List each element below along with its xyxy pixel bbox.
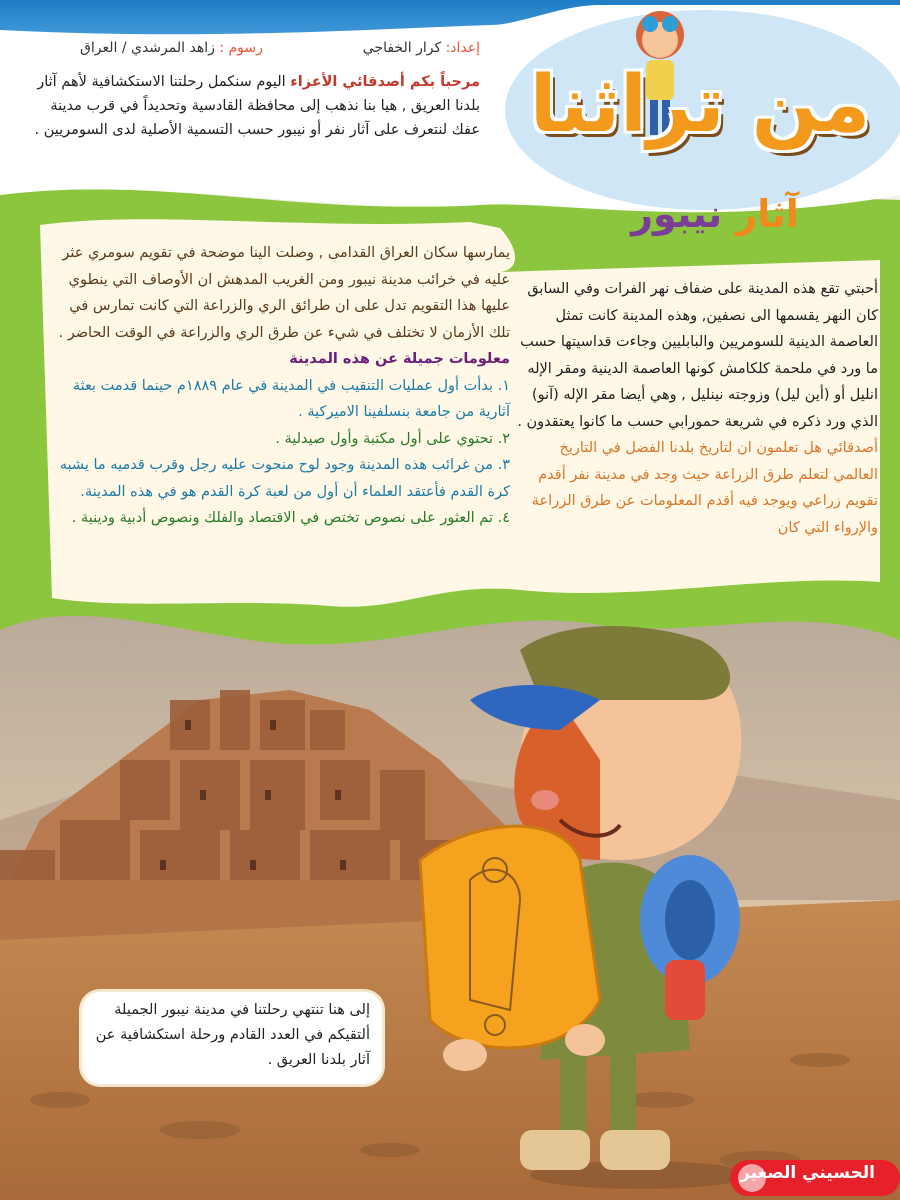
closing-speech-bubble <box>82 992 382 1084</box>
drawings-by <box>80 40 263 56</box>
page-title <box>560 192 870 236</box>
fact-item: ٣. من غرائب هذه المدينة وجود لوح منحوت عليه رجل وقرب قدميه ما يشبه كرة القدم فأعتقد العلماء أن أول من لعبة كرة القدم هو في هذه المدينة. <box>59 457 510 500</box>
fact-item: ٢. تحتوي على أول مكتبة وأول صيدلية . <box>275 430 510 447</box>
intro-paragraph <box>30 70 480 142</box>
prepared-name: كرار الخفاجي <box>362 40 442 56</box>
fact-item: ١. بدأت أول عمليات التنقيب في المدينة في عام ١٨٨٩م حينما قدمت بعثة آثارية من جامعة بنسلفينا الاميركية . <box>72 377 510 420</box>
intro-text: اليوم سنكمل رحلتنا الاستكشافية لأهم آثار بلدنا العريق , هيا بنا نذهب إلى محافظة القادسية وتحديداً في قرب مدينة عفك لنتعرف على آثار نفر أو نيبور حسب التسمية الأصلية لدى السومريين . <box>34 74 480 138</box>
left-column <box>55 240 510 532</box>
right-paragraph-1: أحبتي تقع هذه المدينة على ضفاف نهر الفرات وفي السابق كان النهر يقسمها الى نصفين, وهذه المدينة كانت تمثل العاصمة الدينية للسومريين والبابليين وجاءت قداسيتها حسب ما ورد في ملحمة كلكامش كونها العاصمة الدينية ومقر الإله انليل أو (أين ليل) وزوجته نينليل , وهي أيضا مقر الإله (آنو) الذي ورد ذكره في شريعة حمورابي حسب ما كانوا يعتقدون . <box>517 281 878 430</box>
credits-line <box>80 40 480 56</box>
title-word-nippur: نيبور <box>631 192 723 236</box>
drawings-name: زاهد المرشدي / العراق <box>80 40 215 56</box>
series-logo: من تراثنا <box>529 60 871 150</box>
right-paragraph-2: أصدقائي هل تعلمون ان لتاريخ بلدنا الفضل في التاريخ العالمي لتعلم طرق الزراعة حيث وجد في مدينة نفر أقدم تقويم زراعي ويوجد فيه أقدم المعلومات عن طرق الزراعة والإرواء التي كان <box>531 440 878 536</box>
left-paragraph: يمارسها سكان العراق القدامى , وصلت الينا موضحة في تقويم سومري عثر عليه في خرائب مدينة نيبور ومن الغريب المدهش ان الأوصاف التي ينطوي عليها هذا التقويم تدل على ان طرائق الري والزراعة التي كانت تمارس في تلك الأزمان لا تختلف في شيء عن طرق الري والزراعة في الوقت الحاضر . <box>58 245 510 341</box>
right-column <box>515 276 878 541</box>
intro-lead: مرحباً بكم أصدقائي الأعزاء <box>290 74 480 90</box>
title-word-athar: آثار <box>735 192 799 236</box>
prepared-by <box>363 40 480 56</box>
facts-heading: معلومات جميلة عن هذه المدينة <box>289 351 510 367</box>
closing-text: إلى هنا تنتهي رحلتنا في مدينة نيبور الجميلة ألتقيكم في العدد القادم ورحلة استكشافية عن آثار بلدنا العريق . <box>95 1002 370 1068</box>
magazine-brand: الحسيني الصغير <box>740 1163 875 1183</box>
prepared-label: إعداد: <box>445 40 480 56</box>
drawings-label: رسوم : <box>219 40 263 56</box>
fact-item: ٤. تم العثور على نصوص تختص في الاقتصاد والفلك ونصوص أدبية ودينية . <box>71 510 510 526</box>
